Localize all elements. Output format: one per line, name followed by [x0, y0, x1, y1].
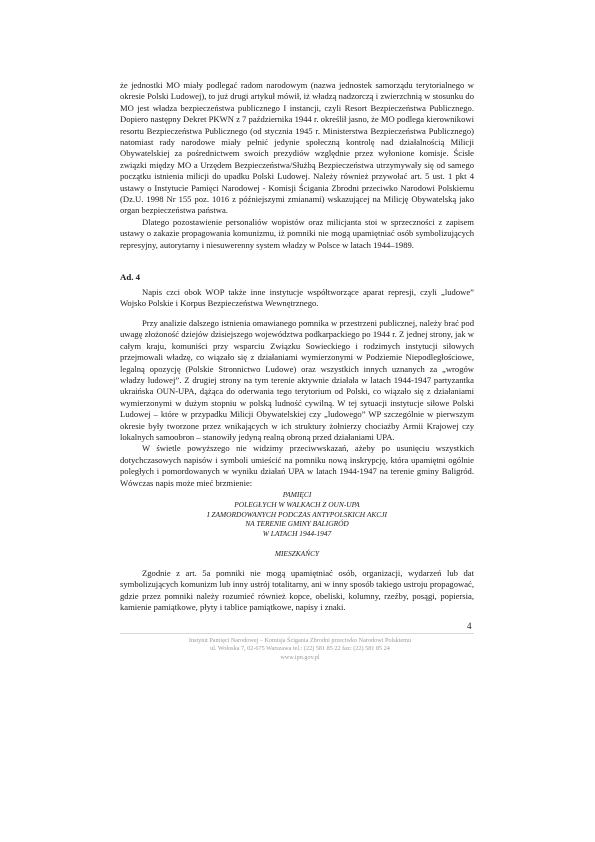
footer-divider: [120, 633, 474, 634]
inscription-line: PAMIĘCI: [282, 490, 312, 499]
paragraph-analysis: Przy analizie dalszego istnienia omawianego pomnika w przestrzeni publicznej, należy brać pod uwagę złożoność dziejów dzisiejszego województwa podkarpackiego po 1944 r. Z jednej strony, jak w całym kraju, komuniści przy wsparciu Związku Sowieckiego i rodzimych instytucji siłowych przejmowali władzę, co wiązało się z działaniami wymierzonymi w Podziemie Niepodległościowe, legalną opozycję (Polskie Stronnictwo Ludowe) oraz wszystkich innych uznanych za „wrogów władzy ludowej”. Z drugiej strony na tym terenie aktywnie działała w latach 1944-1947 partyzantka ukraińska OUN-UPA, dążąca do oderwania tego terytorium od Polski, co wiązało się z działaniami wymierzonymi w dużym stopniu w polską ludność cywilną. W tej sytuacji instytucje siłowe Polski Ludowej – które w przypadku Milicji Obywatelskiej czy „ludowego” WP szczególnie w pierwszym okresie były tworzone przez wnikających w ich struktury żołnierzy chociażby Armii Krajowej czy lokalnych samoobron – stanowiły jedyną realną obroną przed działaniami UPA.: [120, 318, 474, 443]
paragraph-mo-subordination: że jednostki MO miały podlegać radom narodowym (nazwa jednostek samorządu terytorialnego w okresie Polski Ludowej), to już drugi artykuł mówił, iż władzą nadzorczą i zwierzchnią w stosunku do MO jest władza bezpieczeństwa publicznego I instancji, czyli Resort Bezpieczeństwa Publicznego. Dopiero następny Dekret PKWN z 7 października 1944 r. określił jasno, że MO podlega kierownikowi resortu Bezpieczeństwa Publicznego (od stycznia 1945 r. Ministerstwa Bezpieczeństwa Publicznego) natomiast rady narodowe miały pełnić jedynie społeczną kontrolę nad działalnością Milicji Obywatelskiej za pośrednictwem swoich prezydiów względnie przez wyłonione komisje. Ścisłe związki między MO a Urzędem Bezpieczeństwa/Służbą Bezpieczeństwa utrzymywały się od samego początku istnienia milicji do upadku Polski Ludowej. Należy również przywołać art. 5 ust. 1 pkt 4 ustawy o Instytucie Pamięci Narodowej - Komisji Ścigania Zbrodni przeciwko Narodowi Polskiemu (Dz.U. 1998 Nr 155 poz. 1016 z późniejszymi zmianami) wskazującej na Milicję Obywatelską jako organ bezpieczeństwa państwa.: [120, 80, 474, 216]
footer-contact: ul. Wołoska 7, 02-675 Warszawa tel.: (22) 581 85 22 fax: (22) 581 85 24: [210, 645, 390, 653]
footer-institution: Instytut Pamięci Narodowej – Komisja Ścigania Zbrodni przeciwko Narodowi Polskiemu: [188, 637, 412, 644]
footer-website: www.ipn.gov.pl: [280, 653, 320, 661]
paragraph-wop: Napis czci obok WOP także inne instytucje współtworzące aparat represji, czyli „ludowe” Wojsko Polskie i Korpus Bezpieczeństwa Wewnętrznego.: [120, 287, 474, 309]
footer: [140, 637, 460, 662]
inscription-line: W LATACH 1944-1947: [262, 529, 332, 539]
paragraph-proposal: W świetle powyższego nie widzimy przeciwwskazań, ażeby po usunięciu wszystkich dotychczasowych napisów i symboli umieścić na pomniku nową inskrypcję, która upamiętni ogólnie poległych i pomordowanych w wyniku działań UPA w latach 1944-1947 na terenie gminy Baligród. Wówczas napis może mieć brzmienie:: [120, 443, 474, 488]
inscription-line: NA TERENIE GMINY BALIGRÓD: [245, 519, 349, 529]
inscription-line: POLEGŁYCH W WALKACH Z OUN-UPA: [234, 499, 360, 509]
inscription-signature: MIESZKAŃCY: [274, 548, 320, 558]
page-number: 4: [467, 621, 472, 631]
inscription-line: I ZAMORDOWANYCH PODCZAS ANTYPOLSKICH AKCJI: [207, 509, 387, 519]
text-block-analysis: [120, 318, 474, 489]
text-block-bottom: [120, 568, 474, 614]
text-block-top: [120, 80, 474, 251]
paragraph-personalia: Dlatego pozostawienie personaliów wopistów oraz milicjanta stoi w sprzeczności z zapisem ustawy o zakazie propagowania komunizmu, iż pomniki nie mogą upamiętniać osób symbolizujących represyjny, autorytarny i niesuwerenny system władzy w Polsce w latach 1944–1989.: [120, 216, 474, 250]
paragraph-art5a: Zgodnie z art. 5a pomniki nie mogą upamiętniać osób, organizacji, wydarzeń lub dat symbolizujących komunizm lub inny ustrój totalitarny, ani w inny sposób takiego ustroju propagować, gdzie przez pomniki należy rozumieć również kopce, obeliski, kolumny, rzeźby, posągi, popiersia, kamienie pamiątkowe, płyty i tablice pamiątkowe, napisy i znaki.: [120, 568, 474, 613]
section-heading: Ad. 4: [120, 272, 141, 282]
section-ad4: [120, 272, 474, 283]
text-block-middle: [120, 287, 474, 310]
proposed-inscription: [120, 490, 474, 559]
